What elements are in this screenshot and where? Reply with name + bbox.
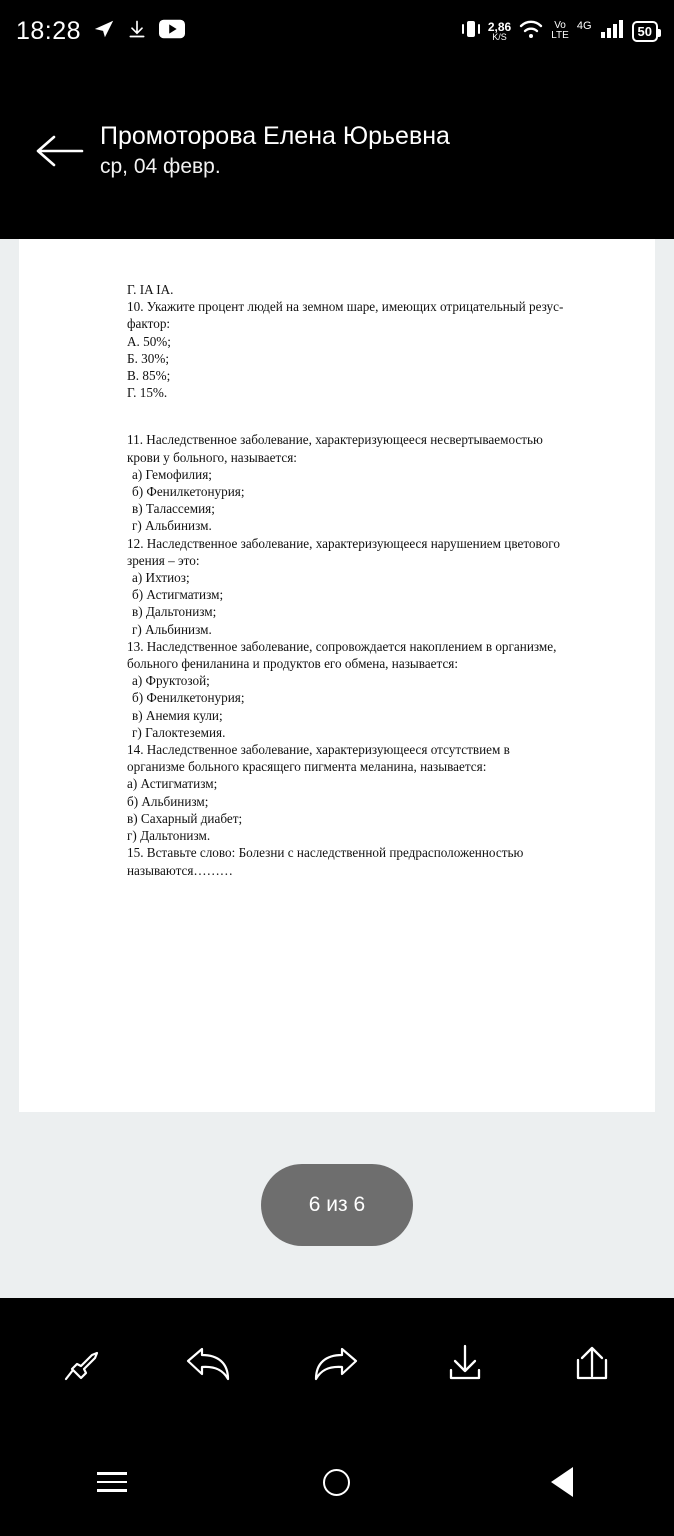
doc-line: в) Анемия кули; <box>132 707 223 723</box>
document-page <box>19 239 655 1112</box>
header-titles <box>100 122 450 179</box>
back-glyph <box>551 1467 573 1497</box>
volte-line1: Vo <box>554 19 566 31</box>
status-clock: 18:28 <box>16 16 82 45</box>
doc-line: г) Галоктезeмия. <box>132 724 226 740</box>
recents-glyph <box>97 1472 127 1492</box>
doc-line: 13. Наследственное заболевание, сопровождается накоплением в организме, <box>127 638 557 654</box>
paragraph-spacer <box>127 401 597 431</box>
vibrate-icon <box>462 18 480 45</box>
download-icon[interactable] <box>433 1331 497 1395</box>
share-icon[interactable] <box>560 1331 624 1395</box>
doc-line: а) Гемофилия; <box>132 466 212 482</box>
doc-line: г) Дальтонизм. <box>127 828 211 844</box>
doc-line: 12. Наследственное заболевание, характеризующееся нарушением цветового <box>127 535 560 551</box>
document-viewer[interactable] <box>0 239 674 1298</box>
doc-line: б) Фенилкетонурия; <box>132 484 245 500</box>
doc-line: Г. 15%. <box>127 385 168 401</box>
pin-icon[interactable] <box>50 1331 114 1395</box>
action-bar <box>0 1298 674 1428</box>
doc-line: а) Астигматизм; <box>127 776 218 792</box>
home-icon[interactable] <box>302 1447 372 1517</box>
doc-line: В. 85%; <box>127 368 171 384</box>
system-nav-bar <box>0 1428 674 1536</box>
doc-line: А. 50%; <box>127 333 171 349</box>
doc-line: 11. Наследственное заболевание, характеризующееся несвертываемостью <box>127 432 543 448</box>
doc-line: а) Фруктозой; <box>132 673 210 689</box>
doc-line: б) Астигматизм; <box>132 587 224 603</box>
home-glyph <box>323 1469 350 1496</box>
network-speed-unit: K/S <box>492 31 507 42</box>
doc-line: 14. Наследственное заболевание, характеризующееся отсутствием в <box>127 742 510 758</box>
status-bar <box>0 0 674 62</box>
battery-indicator: 50 <box>632 21 658 42</box>
network-gen-label: 4G <box>576 19 592 32</box>
doc-line: а) Ихтиоз; <box>132 570 190 586</box>
doc-line: 15. Вставьте слово: Болезни с наследственной предрасположенностью <box>127 845 524 861</box>
volte-line2: LTE <box>551 30 569 41</box>
status-bar-right <box>462 18 658 45</box>
doc-line: фактор: <box>127 316 171 332</box>
doc-line: в) Сахарный диабет; <box>127 810 243 826</box>
doc-line: организме больного красящего пигмента меланина, называется: <box>127 759 487 775</box>
page-indicator: 6 из 6 <box>261 1164 413 1246</box>
doc-line: б) Альбинизм; <box>127 793 209 809</box>
page-title: Промоторова Елена Юрьевна <box>100 122 450 150</box>
doc-line: зрения – это: <box>127 552 200 568</box>
doc-line: в) Дальтонизм; <box>132 604 217 620</box>
page-subtitle: ср, 04 февр. <box>100 155 221 178</box>
forward-icon[interactable] <box>305 1331 369 1395</box>
doc-line: 10. Укажите процент людей на земном шаре, имеющих отрицательный резус- <box>127 299 564 315</box>
recents-icon[interactable] <box>77 1447 147 1517</box>
doc-line: г) Альбинизм. <box>132 518 212 534</box>
doc-line: называются……… <box>127 862 233 878</box>
app-header <box>0 62 674 239</box>
network-speed-indicator <box>488 21 511 42</box>
download-icon <box>127 18 147 45</box>
network-speed-value: 2,86 <box>487 19 512 34</box>
doc-line: Б. 30%; <box>127 350 170 366</box>
doc-line: Г. IA IA. <box>127 282 174 297</box>
back-icon[interactable] <box>527 1447 597 1517</box>
doc-line: в) Талассемия; <box>132 501 215 517</box>
volte-indicator <box>551 21 569 42</box>
status-bar-left <box>16 17 185 46</box>
signal-icon <box>600 19 624 44</box>
youtube-icon <box>159 19 185 44</box>
doc-line: крови у больного, называется: <box>127 449 297 465</box>
doc-line: больного фениланина и продуктов его обмена, называется: <box>127 656 459 672</box>
doc-line: б) Фенилкетонурия; <box>132 690 245 706</box>
wifi-icon <box>519 19 543 44</box>
doc-line: г) Альбинизм. <box>132 621 212 637</box>
page-indicator-area <box>0 1112 674 1298</box>
reply-icon[interactable] <box>177 1331 241 1395</box>
telegram-icon <box>93 18 115 45</box>
back-arrow-icon[interactable] <box>30 122 88 180</box>
